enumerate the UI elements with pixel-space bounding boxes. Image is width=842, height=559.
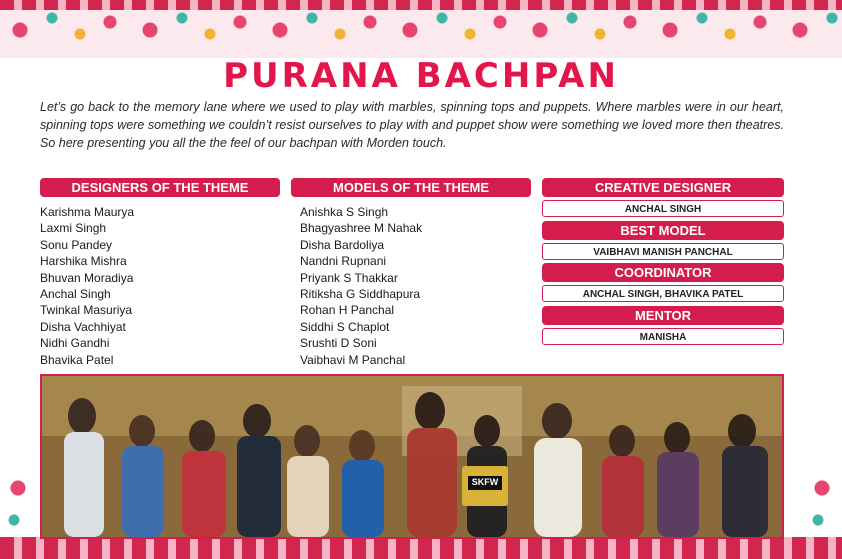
event-photo bbox=[40, 374, 784, 539]
designers-list bbox=[40, 204, 134, 368]
best-model-header: BEST MODEL bbox=[542, 221, 784, 240]
list-item: Sonu Pandey bbox=[40, 237, 113, 252]
list-item: Twinkal Masuriya bbox=[40, 303, 133, 318]
list-item: Bhuvan Moradiya bbox=[40, 270, 134, 285]
mentor-header: MENTOR bbox=[542, 306, 784, 325]
creative-designer-header: CREATIVE DESIGNER bbox=[542, 178, 784, 197]
list-item: Priyank S Thakkar bbox=[300, 270, 398, 285]
list-item: Laxmi Singh bbox=[40, 221, 107, 236]
intro-paragraph: Let’s go back to the memory lane where we used to play with marbles, spinning tops and puppets. Where marbles were in our heart, spinning tops were something we couldn’t resist ourselves to play with and puppet show were something we loved more then theatres. So here presenting you all the the feel of our bachpan with Morden touch. bbox=[40, 100, 784, 150]
coordinator-header: COORDINATOR bbox=[542, 263, 784, 282]
floral-border-left bbox=[0, 470, 38, 540]
list-item: Anishka S Singh bbox=[300, 205, 389, 219]
list-item: Harshika Mishra bbox=[40, 254, 127, 269]
floral-border-right bbox=[804, 470, 842, 540]
list-item: Rohan H Panchal bbox=[300, 303, 395, 318]
list-item: Anchal Singh bbox=[40, 287, 111, 302]
list-item: Vaibhavi M Panchal bbox=[300, 352, 406, 367]
coordinator-value: ANCHAL SINGH, BHAVIKA PATEL bbox=[542, 285, 784, 302]
list-item: Disha Bardoliya bbox=[300, 237, 385, 252]
list-item: Bhagyashree M Nahak bbox=[300, 221, 423, 236]
trophy-label: SKFW bbox=[471, 477, 499, 487]
list-item: Srushti D Soni bbox=[300, 336, 377, 351]
models-list bbox=[300, 204, 422, 368]
list-item: Siddhi S Chaplot bbox=[300, 319, 390, 334]
models-header: MODELS OF THE THEME bbox=[291, 178, 531, 197]
list-item: Disha Vachhiyat bbox=[40, 319, 126, 334]
list-item: Ritiksha G Siddhapura bbox=[300, 287, 421, 302]
mentor-value: MANISHA bbox=[542, 328, 784, 345]
creative-designer-value: ANCHAL SINGH bbox=[542, 200, 784, 217]
list-item: Nandni Rupnani bbox=[300, 254, 387, 269]
list-item: Bhavika Patel bbox=[40, 352, 114, 367]
list-item: Nidhi Gandhi bbox=[40, 336, 110, 351]
floral-border-bottom bbox=[0, 537, 842, 559]
best-model-value: VAIBHAVI MANISH PANCHAL bbox=[542, 243, 784, 260]
list-item: Karishma Maurya bbox=[40, 205, 135, 219]
page-title: PURANA BACHPAN bbox=[223, 56, 619, 96]
designers-header: DESIGNERS OF THE THEME bbox=[40, 178, 280, 197]
floral-border-top bbox=[0, 0, 842, 58]
